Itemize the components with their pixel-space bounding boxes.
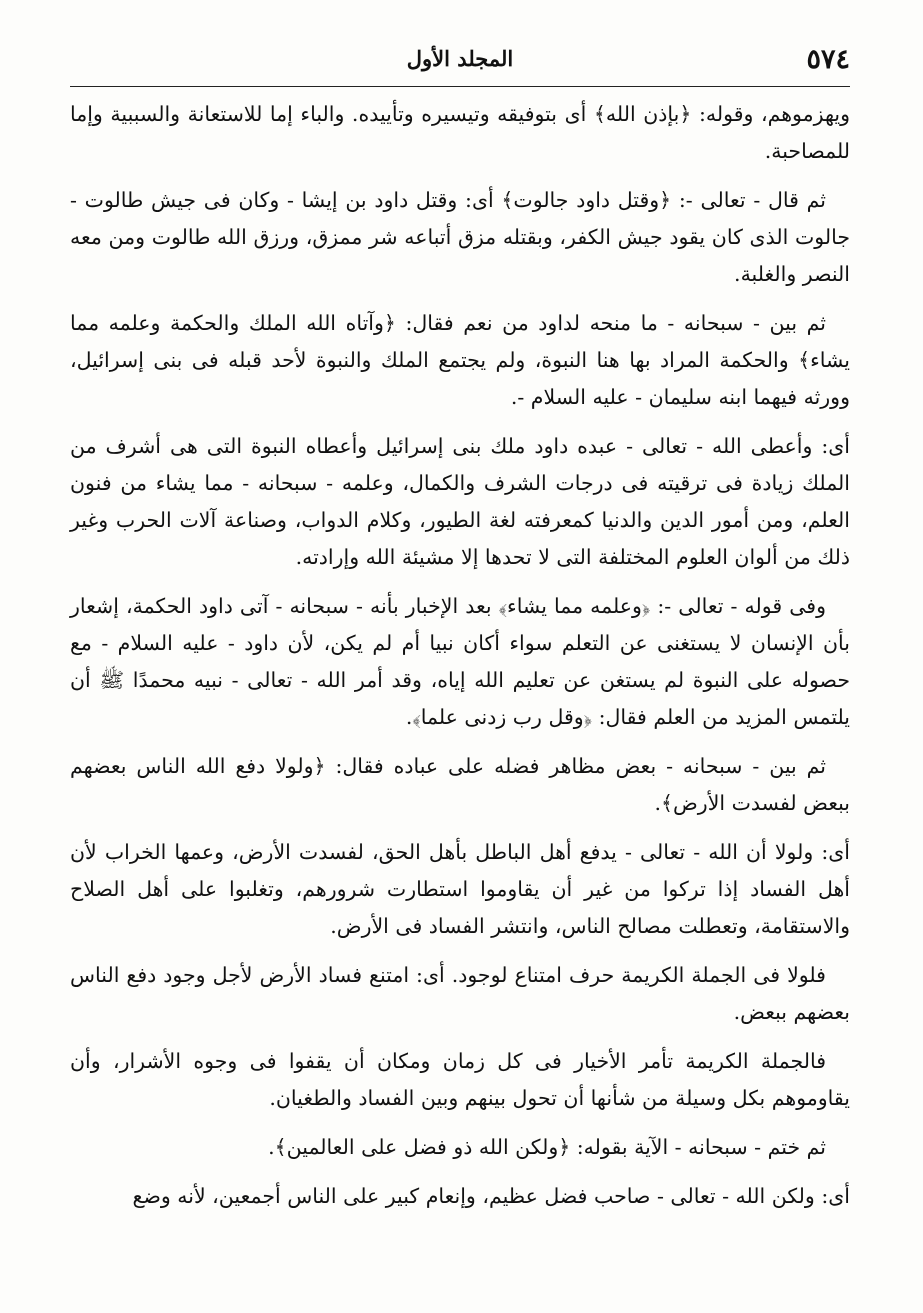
paragraph: ثم بين - سبحانه - ما منحه لداود من نعم فقال: ﴿وآتاه الله الملك والحكمة وعلمه مما يشاء﴾ والحكمة المراد بها هنا النبوة، ولم يجتمع الملك والنبوة لأحد قبله فى بنى إسرائيل، وورثه فيهما ابنه سليمان - عليه السلام -. <box>70 311 850 409</box>
paragraph: فلولا فى الجملة الكريمة حرف امتناع لوجود. أى: امتنع فساد الأرض لأجل وجود دفع الناس بعضهم ببعض. <box>70 963 850 1024</box>
running-head: المجلد الأول <box>406 46 514 71</box>
paragraph: ثم بين - سبحانه - بعض مظاهر فضله على عباده فقال: ﴿ولولا دفع الله الناس بعضهم ببعض لفسدت الأرض﴾. <box>70 754 850 815</box>
paragraph: أى: وأعطى الله - تعالى - عبده داود ملك بنى إسرائيل وأعطاه النبوة التى هى أشرف من الملك زيادة فى ترقيته فى درجات الشرف والكمال، وعلمه - سبحانه - مما يشاء من فنون العلم، ومن أمور الدين والدنيا كمعرفته لغة الطيور، وكلام الدواب، وصناعة آلات الحرب وغير ذلك من ألوان العلوم المختلفة التى لا تحدها إلا مشيئة الله وإرادته. <box>70 434 850 569</box>
page-number: ٥٧٤ <box>806 44 850 75</box>
paragraph: ثم قال - تعالى -: ﴿وقتل داود جالوت﴾ أى: وقتل داود بن إيشا - وكان فى جيش طالوت - جالوت الذى كان يقود جيش الكفر، وبقتله مزق أتباعه شر ممزق، ورزق الله طالوت ومن معه النصر والغلبة. <box>70 188 850 286</box>
header-divider <box>70 86 850 87</box>
page-header <box>70 38 850 82</box>
paragraph: أى: ولكن الله - تعالى - صاحب فضل عظيم، وإنعام كبير على الناس أجمعين، لأنه وضع <box>132 1184 850 1208</box>
paragraph: أى: ولولا أن الله - تعالى - يدفع أهل الباطل بأهل الحق، لفسدت الأرض، وعمها الخراب لأن أهل الفساد إذا تركوا من غير أن يقاوموا استطارت شرورهم، وتغلبوا على أهل الصلاح والاستقامة، وتعطلت مصالح الناس، وانتشر الفساد فى الأرض. <box>70 840 850 938</box>
paragraph: ويهزموهم، وقوله: ﴿بإذن الله﴾ أى بتوفيقه وتيسيره وتأييده. والباء إما للاستعانة والسببية وإما للمصاحبة. <box>70 102 850 163</box>
body-text <box>70 96 850 1227</box>
paragraph: وفى قوله - تعالى -: ﴿وعلمه مما يشاء﴾ بعد الإخبار بأنه - سبحانه - آتى داود الحكمة، إشعار بأن الإنسان لا يستغنى عن التعلم سواء أكان نبيا أم لم يكن، لأن داود - عليه السلام - مع حصوله على النبوة لم يستغن عن تعليم الله إياه، وقد أمر الله - تعالى - نبيه محمدًا ﷺ أن يلتمس المزيد من العلم فقال: ﴿وقل رب زدنى علما﴾. <box>70 594 850 729</box>
paragraph: فالجملة الكريمة تأمر الأخيار فى كل زمان ومكان أن يقفوا فى وجوه الأشرار، وأن يقاوموهم بكل وسيلة من شأنها أن تحول بينهم وبين الفساد والطغيان. <box>70 1049 850 1110</box>
paragraph: ثم ختم - سبحانه - الآية بقوله: ﴿ولكن الله ذو فضل على العالمين﴾. <box>268 1135 826 1159</box>
